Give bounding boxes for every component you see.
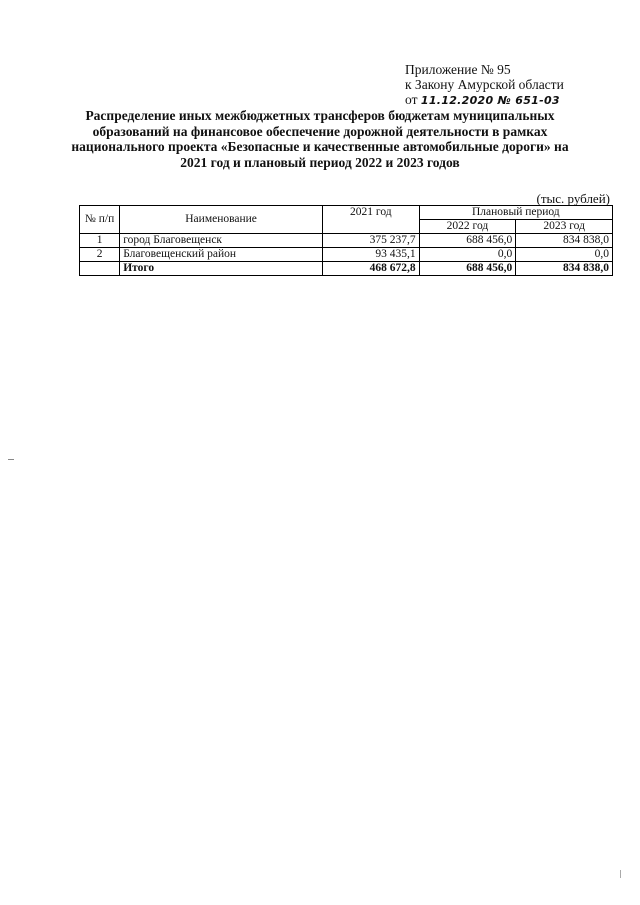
header-num: № п/п	[80, 206, 120, 234]
appendix-number: Приложение № 95	[405, 62, 511, 77]
row-num: 1	[80, 234, 120, 248]
row-2021: 375 237,7	[322, 234, 419, 248]
header-2021: 2021 год	[322, 206, 419, 234]
row-2022: 0,0	[419, 248, 516, 262]
document-title: Распределение иных межбюджетных трансферов бюджетам муниципальных образований на финансовое обеспечение дорожной деятельности в рамках национального проекта «Безопасные и качественные автомобильные дороги» на 2021 год и плановый период 2022 и 2023 годов	[71, 108, 569, 170]
header-name: Наименование	[120, 206, 323, 234]
header-2023: 2023 год	[516, 220, 613, 234]
row-name: город Благовещенск	[120, 234, 323, 248]
table-total-row	[80, 262, 613, 276]
total-2021: 468 672,8	[322, 262, 419, 276]
appendix-law-reference: к Закону Амурской области	[405, 77, 564, 92]
total-2023: 834 838,0	[516, 262, 613, 276]
appendix-date-prefix: от	[405, 92, 418, 107]
header-2022: 2022 год	[419, 220, 516, 234]
row-2023: 0,0	[516, 248, 613, 262]
total-2022: 688 456,0	[419, 262, 516, 276]
row-2023: 834 838,0	[516, 234, 613, 248]
units-label: (тыс. рублей)	[536, 191, 610, 206]
appendix-date-line	[405, 92, 564, 108]
table-header-row	[80, 206, 613, 220]
transfers-table	[79, 205, 613, 276]
row-2021: 93 435,1	[322, 248, 419, 262]
header-planned-period: Плановый период	[419, 206, 612, 220]
row-name: Благовещенский район	[120, 248, 323, 262]
scan-margin-mark	[8, 459, 14, 460]
appendix-header	[405, 62, 564, 108]
table-row	[80, 248, 613, 262]
total-num	[80, 262, 120, 276]
table-row	[80, 234, 613, 248]
handwritten-date-number: 11.12.2020 № 651-03	[420, 94, 560, 107]
scan-edge-mark	[620, 870, 621, 878]
row-num: 2	[80, 248, 120, 262]
total-label: Итого	[120, 262, 323, 276]
row-2022: 688 456,0	[419, 234, 516, 248]
